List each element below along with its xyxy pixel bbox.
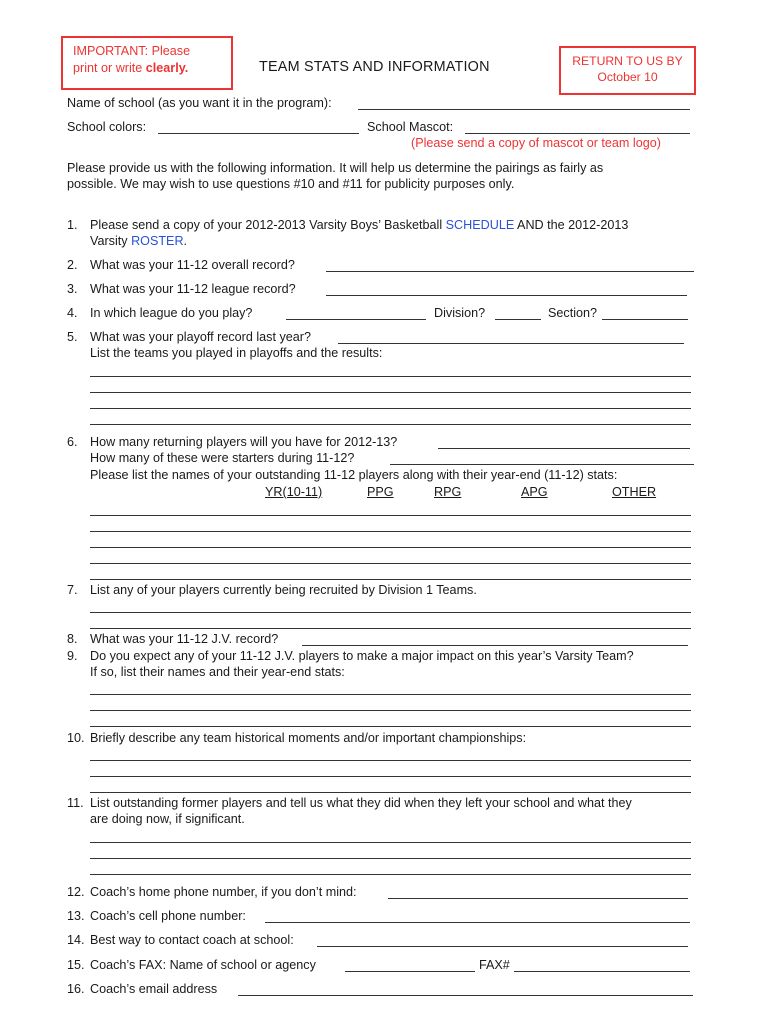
q1-number: 1. — [67, 218, 78, 232]
q10-number: 10. — [67, 731, 85, 745]
q6-answer-line[interactable] — [90, 515, 691, 516]
q1-text — [90, 218, 628, 232]
q2-field[interactable] — [326, 271, 694, 272]
q1-schedule: SCHEDULE — [445, 218, 515, 232]
q1-text-b: AND the 2012-2013 — [514, 218, 629, 232]
q4-division-field[interactable] — [495, 319, 541, 320]
q14-field[interactable] — [317, 946, 688, 947]
school-colors-field[interactable] — [158, 133, 359, 134]
q9-sub: If so, list their names and their year-end stats: — [90, 665, 345, 679]
q8-field[interactable] — [302, 645, 688, 646]
important-line2: print or write — [73, 61, 146, 75]
q1-text-d: . — [183, 234, 188, 248]
intro-line1: Please provide us with the following information. It will help us determine the pairings as fairly as — [67, 161, 604, 175]
q1-roster: ROSTER — [131, 234, 184, 248]
q4-division-label: Division? — [434, 306, 486, 320]
q6-answer-line[interactable] — [90, 579, 691, 580]
q10-answer-line[interactable] — [90, 760, 691, 761]
q7-answer-line[interactable] — [90, 612, 691, 613]
return-line2: October 10 — [597, 70, 658, 84]
q2-text: What was your 11-12 overall record? — [90, 258, 295, 272]
q11-text: List outstanding former players and tell us what they did when they left your school and what they — [90, 796, 632, 810]
stats-col-apg: APG — [521, 485, 548, 499]
q4-section-label: Section? — [548, 306, 598, 320]
page-title: TEAM STATS AND INFORMATION — [259, 59, 490, 75]
q6-answer-line[interactable] — [90, 531, 691, 532]
q5-answer-line[interactable] — [90, 392, 691, 393]
q10-text: Briefly describe any team historical moments and/or important championships: — [90, 731, 527, 745]
q4-number: 4. — [67, 306, 78, 320]
q9-text: Do you expect any of your 11-12 J.V. players to make a major impact on this year’s Varsity Team? — [90, 649, 634, 663]
q11-number: 11. — [67, 796, 84, 810]
q13-field[interactable] — [265, 922, 690, 923]
mascot-note: (Please send a copy of mascot or team logo) — [411, 136, 661, 150]
q15-number: 15. — [67, 958, 85, 972]
q11-answer-line[interactable] — [90, 858, 691, 859]
q5-number: 5. — [67, 330, 78, 344]
school-name-field[interactable] — [358, 109, 690, 110]
q10-answer-line[interactable] — [90, 792, 691, 793]
q12-field[interactable] — [388, 898, 688, 899]
q1-text-line2 — [90, 234, 187, 248]
intro-line2: possible. We may wish to use questions #10 and #11 for publicity purposes only. — [67, 177, 515, 191]
q3-field[interactable] — [326, 295, 687, 296]
q11-answer-line[interactable] — [90, 842, 691, 843]
q9-number: 9. — [67, 649, 78, 663]
q7-number: 7. — [67, 583, 78, 597]
q7-answer-line[interactable] — [90, 628, 691, 629]
q4-text: In which league do you play? — [90, 306, 253, 320]
return-line1: RETURN TO US BY — [572, 54, 683, 68]
q4-section-field[interactable] — [602, 319, 688, 320]
q6-number: 6. — [67, 435, 78, 449]
q2-number: 2. — [67, 258, 78, 272]
q5-answer-line[interactable] — [90, 376, 691, 377]
q8-number: 8. — [67, 632, 78, 646]
stats-col-other: OTHER — [612, 485, 657, 499]
important-line1: IMPORTANT: Please — [73, 44, 191, 58]
q6-sub1: How many of these were starters during 11-12? — [90, 451, 355, 465]
return-deadline-box — [559, 46, 696, 95]
q1-text-a: Please send a copy of your 2012-2013 Varsity Boys’ Basketball — [90, 218, 446, 232]
q15-agency-field[interactable] — [345, 971, 475, 972]
school-mascot-field[interactable] — [465, 133, 690, 134]
q9-answer-line[interactable] — [90, 694, 691, 695]
q7-text: List any of your players currently being recruited by Division 1 Teams. — [90, 583, 477, 597]
school-name-label: Name of school (as you want it in the program): — [67, 96, 332, 110]
stats-col-ppg: PPG — [367, 485, 394, 499]
school-mascot-label: School Mascot: — [367, 120, 454, 134]
q11-sub: are doing now, if significant. — [90, 812, 245, 826]
q15-fax-label: FAX# — [479, 958, 510, 972]
stats-col-rpg: RPG — [434, 485, 462, 499]
q6-starters-field[interactable] — [390, 464, 694, 465]
q15-text: Coach’s FAX: Name of school or agency — [90, 958, 316, 972]
q16-text: Coach’s email address — [90, 982, 218, 996]
q6-sub2: Please list the names of your outstanding 11-12 players along with their year-end (11-12) stats: — [90, 468, 618, 482]
q5-sub: List the teams you played in playoffs and the results: — [90, 346, 383, 360]
q6-returning-field[interactable] — [438, 448, 690, 449]
q4-league-field[interactable] — [286, 319, 426, 320]
q6-answer-line[interactable] — [90, 547, 691, 548]
q12-number: 12. — [67, 885, 85, 899]
stats-col-year: YR(10-11) — [265, 485, 323, 499]
q11-answer-line[interactable] — [90, 874, 691, 875]
q15-fax-field[interactable] — [514, 971, 690, 972]
q5-text: What was your playoff record last year? — [90, 330, 311, 344]
q8-text: What was your 11-12 J.V. record? — [90, 632, 279, 646]
q16-field[interactable] — [238, 995, 693, 996]
q12-text: Coach’s home phone number, if you don’t mind: — [90, 885, 357, 899]
q10-answer-line[interactable] — [90, 776, 691, 777]
q3-text: What was your 11-12 league record? — [90, 282, 296, 296]
q5-field[interactable] — [338, 343, 684, 344]
q5-answer-line[interactable] — [90, 408, 691, 409]
q16-number: 16. — [67, 982, 85, 996]
q9-answer-line[interactable] — [90, 710, 691, 711]
q6-answer-line[interactable] — [90, 563, 691, 564]
school-colors-label: School colors: — [67, 120, 147, 134]
q5-answer-line[interactable] — [90, 424, 691, 425]
q13-text: Coach’s cell phone number: — [90, 909, 246, 923]
important-emphasis: clearly. — [145, 61, 189, 75]
q9-answer-line[interactable] — [90, 726, 691, 727]
q14-number: 14. — [67, 933, 85, 947]
q14-text: Best way to contact coach at school: — [90, 933, 294, 947]
important-notice — [61, 36, 233, 90]
q1-text-c: Varsity — [90, 234, 132, 248]
q3-number: 3. — [67, 282, 78, 296]
q13-number: 13. — [67, 909, 85, 923]
q6-text: How many returning players will you have for 2012-13? — [90, 435, 398, 449]
